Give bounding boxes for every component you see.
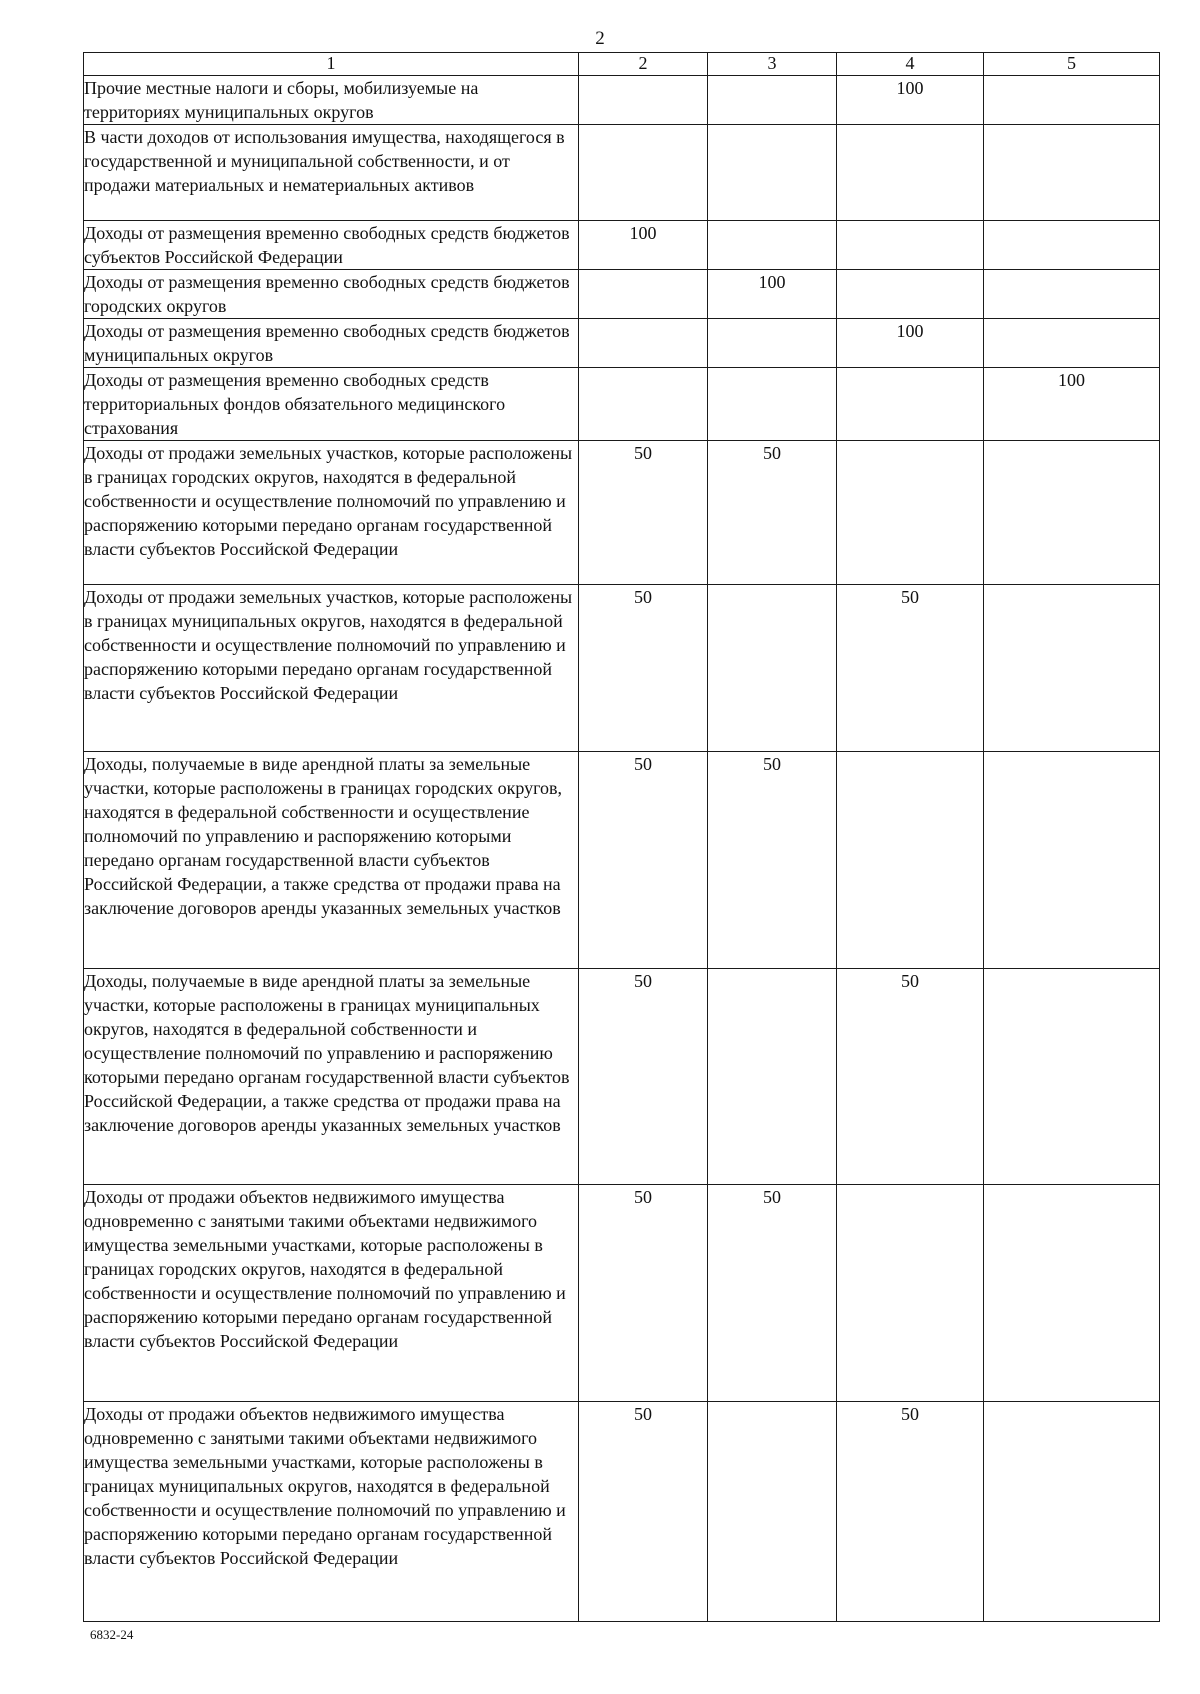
value-col-5 [984, 1402, 1160, 1622]
value-col-5 [984, 319, 1160, 368]
document-code: 6832-24 [90, 1627, 134, 1642]
value-col-2 [579, 76, 708, 125]
value-col-5 [984, 752, 1160, 969]
row-description: Доходы, получаемые в виде арендной платы за земельные участки, которые расположены в границах муниципальных округов, находятся в федеральной собственности и осуществление полномочий по управлению и распоряжению которыми передано органам государственной власти субъектов Российской Федерации, а также средства от продажи права на заключение договоров аренды указанных земельных участков [84, 969, 579, 1185]
table-row [84, 752, 1160, 969]
value-col-3 [708, 1402, 837, 1622]
row-description: Доходы от размещения временно свободных средств бюджетов муниципальных округов [84, 319, 579, 368]
value-col-4 [837, 752, 984, 969]
value-col-2 [579, 368, 708, 441]
value-col-4 [837, 270, 984, 319]
value-col-2 [579, 270, 708, 319]
column-header-4: 4 [837, 53, 984, 76]
value-col-4: 100 [837, 76, 984, 125]
value-col-4 [837, 368, 984, 441]
value-col-2: 100 [579, 221, 708, 270]
value-col-3 [708, 319, 837, 368]
value-col-3: 50 [708, 1185, 837, 1402]
row-description: Доходы от продажи земельных участков, которые расположены в границах муниципальных округов, находятся в федеральной собственности и осуществление полномочий по управлению и распоряжению которыми передано органам государственной власти субъектов Российской Федерации [84, 585, 579, 752]
page-number: 2 [595, 28, 605, 49]
row-description: Доходы от продажи объектов недвижимого имущества одновременно с занятыми такими объектами недвижимого имущества земельными участками, которые расположены в границах городских округов, находятся в федеральной собственности и осуществление полномочий по управлению и распоряжению которыми передано органам государственной власти субъектов Российской Федерации [84, 1185, 579, 1402]
column-header-5: 5 [984, 53, 1160, 76]
value-col-3: 100 [708, 270, 837, 319]
table-row [84, 1185, 1160, 1402]
row-description: Доходы от продажи земельных участков, которые расположены в границах городских округов, находятся в федеральной собственности и осуществление полномочий по управлению и распоряжению которыми передано органам государственной власти субъектов Российской Федерации [84, 441, 579, 585]
table-row [84, 585, 1160, 752]
row-description: В части доходов от использования имущества, находящегося в государственной и муниципальной собственности, и от продажи материальных и нематериальных активов [84, 125, 579, 221]
row-description: Доходы от размещения временно свободных средств бюджетов городских округов [84, 270, 579, 319]
value-col-5 [984, 270, 1160, 319]
value-col-2: 50 [579, 1402, 708, 1622]
row-description: Доходы, получаемые в виде арендной платы за земельные участки, которые расположены в границах городских округов, находятся в федеральной собственности и осуществление полномочий по управлению и распоряжению которыми передано органам государственной власти субъектов Российской Федерации, а также средства от продажи права на заключение договоров аренды указанных земельных участков [84, 752, 579, 969]
budget-allocation-table [83, 52, 1160, 1622]
table-row [84, 319, 1160, 368]
value-col-4: 50 [837, 585, 984, 752]
value-col-2: 50 [579, 1185, 708, 1402]
value-col-3 [708, 969, 837, 1185]
value-col-5 [984, 1185, 1160, 1402]
value-col-2 [579, 125, 708, 221]
table-row [84, 1402, 1160, 1622]
value-col-4 [837, 125, 984, 221]
row-description: Доходы от продажи объектов недвижимого имущества одновременно с занятыми такими объектами недвижимого имущества земельными участками, которые расположены в границах муниципальных округов, находятся в федеральной собственности и осуществление полномочий по управлению и распоряжению которыми передано органам государственной власти субъектов Российской Федерации [84, 1402, 579, 1622]
value-col-2 [579, 319, 708, 368]
value-col-3 [708, 221, 837, 270]
row-description: Прочие местные налоги и сборы, мобилизуемые на территориях муниципальных округов [84, 76, 579, 125]
value-col-3: 50 [708, 752, 837, 969]
row-description: Доходы от размещения временно свободных средств территориальных фондов обязательного медицинского страхования [84, 368, 579, 441]
value-col-3 [708, 368, 837, 441]
value-col-2: 50 [579, 441, 708, 585]
value-col-4 [837, 1185, 984, 1402]
table-row [84, 441, 1160, 585]
value-col-2: 50 [579, 585, 708, 752]
value-col-2: 50 [579, 969, 708, 1185]
table-row [84, 221, 1160, 270]
value-col-3: 50 [708, 441, 837, 585]
value-col-5: 100 [984, 368, 1160, 441]
value-col-5 [984, 585, 1160, 752]
value-col-4: 50 [837, 1402, 984, 1622]
column-header-1: 1 [84, 53, 579, 76]
value-col-5 [984, 441, 1160, 585]
value-col-5 [984, 76, 1160, 125]
table-row [84, 76, 1160, 125]
value-col-3 [708, 585, 837, 752]
value-col-3 [708, 76, 837, 125]
value-col-2: 50 [579, 752, 708, 969]
header-row [84, 53, 1160, 76]
value-col-4 [837, 441, 984, 585]
row-description: Доходы от размещения временно свободных средств бюджетов субъектов Российской Федерации [84, 221, 579, 270]
table-row [84, 125, 1160, 221]
value-col-3 [708, 125, 837, 221]
value-col-4: 100 [837, 319, 984, 368]
table-row [84, 270, 1160, 319]
value-col-5 [984, 125, 1160, 221]
column-header-3: 3 [708, 53, 837, 76]
value-col-5 [984, 969, 1160, 1185]
value-col-5 [984, 221, 1160, 270]
table-row [84, 969, 1160, 1185]
value-col-4 [837, 221, 984, 270]
table-row [84, 368, 1160, 441]
value-col-4: 50 [837, 969, 984, 1185]
column-header-2: 2 [579, 53, 708, 76]
